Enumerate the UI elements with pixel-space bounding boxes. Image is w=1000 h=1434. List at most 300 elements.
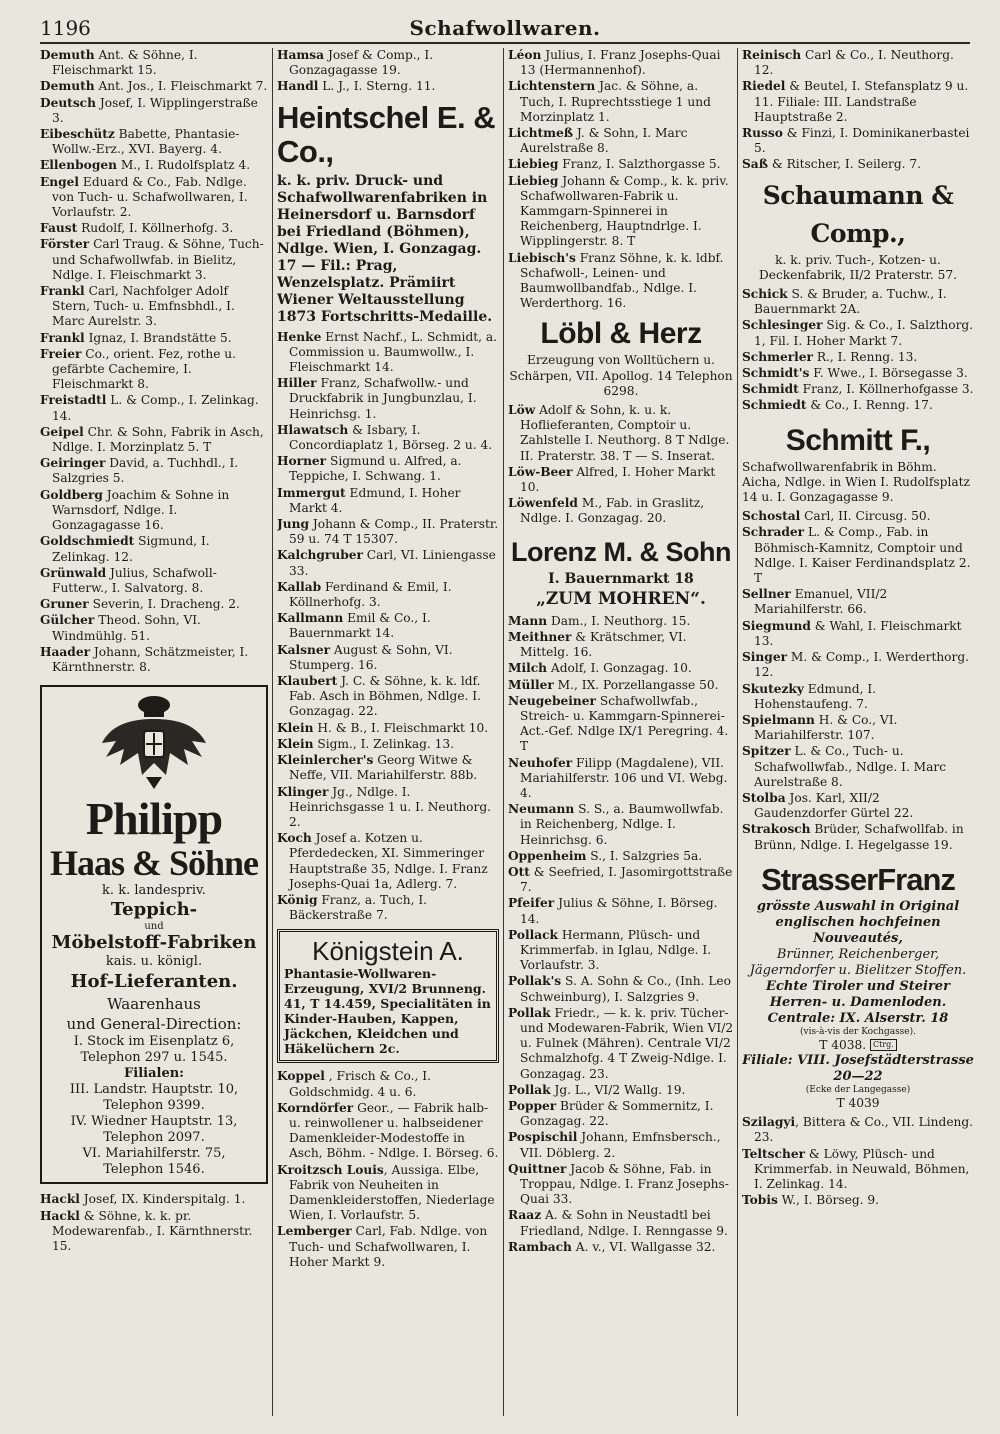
entry-text: Rudolf, I. Köllnerhofg. 3.: [77, 221, 234, 236]
directory-entry: [40, 534, 268, 564]
entry-text: Co., orient. Fez, rothe u. gefärbte Cachemire, I. Fleischmarkt 8.: [52, 346, 237, 392]
entry-name: Goldschmiedt: [40, 534, 135, 549]
page-number: 1196: [40, 16, 91, 40]
entry-text: M., IX. Porzellangasse 50.: [553, 677, 719, 692]
entry-name: Rambach: [508, 1239, 572, 1254]
entry-name: Liebieg: [508, 173, 559, 188]
entry-name: Henke: [277, 329, 322, 344]
directory-entry: [508, 403, 734, 464]
entry-text: A. & Sohn in Neustadtl bei Friedland, Ndlge. I. Renngasse 9.: [520, 1208, 728, 1238]
ad-line: und: [144, 921, 164, 933]
directory-entry: [742, 682, 974, 712]
ad-line: Telephon 9399.: [103, 1098, 205, 1114]
entry-name: Milch: [508, 661, 548, 676]
entry-name: Reinisch: [742, 48, 802, 62]
entry-name: Hiller: [277, 376, 317, 391]
entry-text: Theod. Sohn, VI. Windmühlg. 51.: [52, 613, 201, 643]
directory-entry: [508, 1099, 734, 1129]
directory-entry: [277, 1224, 499, 1270]
entry-name: Eibeschütz: [40, 127, 115, 142]
entry-name: Kallab: [277, 579, 322, 594]
entry-text: Julius & Söhne, I. Börseg. 14.: [520, 896, 718, 926]
directory-entry: [277, 1101, 499, 1162]
directory-entry: [277, 548, 499, 578]
directory-entry: [508, 1130, 734, 1160]
entry-name: Pollak: [508, 1082, 551, 1097]
entry-name: Kalsner: [277, 642, 331, 657]
directory-entry: [508, 48, 734, 78]
entry-text: A. v., VI. Wallgasse 32.: [571, 1239, 716, 1254]
entry-text: Josef, I. Wipplingerstraße 3.: [52, 95, 258, 125]
strasser-line: (vis-à-vis der Kochgasse).: [799, 1026, 917, 1037]
entry-list: [742, 48, 974, 173]
directory-entry: [742, 650, 974, 680]
schmitt-title: Schmitt F.,: [785, 423, 931, 457]
strasser-line: Brünner, Reichenberger, Jägerndorfer u. Bielitzer Stoffen.: [749, 946, 967, 978]
entry-text: Franz, I. Salzthorgasse 5.: [558, 157, 721, 172]
directory-entry: [40, 96, 268, 126]
entry-list: [742, 509, 974, 852]
directory-entry: [508, 849, 734, 864]
entry-text: Carl & Co., I. Neuthorg. 12.: [754, 48, 954, 78]
entry-name: Pospischil: [508, 1130, 578, 1145]
entry-name: Klein: [277, 720, 314, 735]
entry-name: Klein: [277, 736, 314, 751]
entry-text: Jg., Ndlge. I. Heinrichsgasse 1 u. I. Neuthorg. 2.: [289, 784, 492, 829]
entry-text: Franz, a. Tuch, I. Bäckerstraße 7.: [289, 892, 428, 923]
entry-text: Sigmund, I. Zelinkag. 12.: [52, 534, 210, 564]
entry-text: Johann & Comp., k. k. priv. Schafwollwaren-Fabrik u. Kammgarn-Spinnerei in Reichenberg, Hauptndrlge. I. Wipplingerstr. 8. T: [520, 173, 729, 249]
entry-text: Carl, Nachfolger Adolf Stern, Tuch- u. Emfnsbhdl., I. Marc Aurelstr. 3.: [52, 284, 235, 329]
entry-name: Kalchgruber: [277, 548, 363, 563]
directory-entry: [508, 1208, 734, 1238]
entry-text: Adolf & Sohn, k. u. k. Hoflieferanten, Comptoir u. Zahlstelle I. Neuthorg. 8 T Ndlge. II. Praterstr. 38. T — S. Inserat.: [520, 403, 730, 463]
directory-entry: [40, 645, 268, 675]
entry-name: Koppel: [277, 1069, 325, 1084]
entry-list: [508, 48, 734, 311]
entry-text: & Löwy, Plüsch- und Krimmerfab. in Neuwald, Böhmen, I. Zelinkag. 14.: [754, 1146, 970, 1191]
lorenz-address: I. Bauernmarkt 18: [548, 570, 694, 587]
entry-name: Schlesinger: [742, 318, 823, 333]
entry-name: Goldberg: [40, 487, 103, 502]
entry-name: Geipel: [40, 424, 84, 439]
entry-name: Léon: [508, 48, 542, 62]
directory-entry: [508, 630, 734, 660]
entry-name: Neuhofer: [508, 755, 573, 770]
entry-text: Carl, Fab. Ndlge. von Tuch- und Schafwollwaren, I. Hoher Markt 9.: [289, 1224, 488, 1269]
entry-text: Ant. Jos., I. Fleischmarkt 7.: [94, 79, 268, 94]
entry-text: & Seefried, I. Jasomirgottstraße 7.: [520, 864, 733, 895]
entry-name: Löwenfeld: [508, 496, 578, 511]
entry-text: & Co., I. Renng. 17.: [806, 398, 933, 413]
entry-name: Popper: [508, 1098, 557, 1113]
entry-name: Stolba: [742, 790, 786, 805]
column-3: [508, 48, 734, 1416]
entry-text: & Beutel, I. Stefansplatz 9 u. 11. Filiale: III. Landstraße Hauptstraße 2.: [754, 79, 969, 124]
entry-name: Löw: [508, 403, 536, 418]
directory-entry: [40, 127, 268, 157]
entry-name: Faust: [40, 221, 78, 236]
entry-name: Deutsch: [40, 95, 96, 110]
entry-text: David, a. Tuchhdl., I. Salzgries 5.: [52, 456, 239, 486]
entry-name: Schmidt's: [742, 366, 810, 381]
entry-name: Klinger: [277, 784, 329, 799]
entry-text: S. A. Sohn & Co., (Inh. Leo Schweinburg), I. Salzgries 9.: [520, 974, 731, 1004]
directory-entry: [742, 744, 974, 790]
entry-name: Teltscher: [742, 1146, 806, 1161]
entry-name: Kleinlercher's: [277, 753, 374, 768]
directory-entry: [40, 566, 268, 596]
entry-text: Franz, Schafwollw.- und Druckfabrik in Jungbunzlau, I. Heinrichsg. 1.: [289, 376, 477, 421]
entry-name: Singer: [742, 650, 787, 665]
directory-entry: [40, 393, 268, 423]
entry-list: [40, 48, 268, 675]
entry-text: Emil & Co., I. Bauernmarkt 14.: [289, 611, 431, 641]
directory-entry: [742, 79, 974, 125]
directory-entry: [277, 376, 499, 422]
entry-text: L. & Comp., I. Zelinkag. 14.: [52, 393, 259, 423]
ad-line: Telephon 1546.: [103, 1162, 205, 1178]
entry-name: Spitzer: [742, 744, 791, 759]
directory-entry: [508, 1162, 734, 1208]
ctrg-badge: Ctrg.: [870, 1039, 897, 1051]
directory-entry: [742, 791, 974, 821]
entry-list: [508, 403, 734, 527]
entry-list: [742, 1115, 974, 1208]
entry-name: Demuth: [40, 79, 95, 94]
entry-text: M. & Comp., I. Werderthorg. 12.: [754, 650, 970, 680]
ad-line: VI. Mariahilferstr. 75,: [82, 1146, 226, 1162]
entry-text: M., Fab. in Graslitz, Ndlge. I. Gonzagag. 20.: [520, 496, 705, 526]
entry-text: S., I. Salzgries 5a.: [586, 848, 703, 863]
entry-text: H. & B., I. Fleischmarkt 10.: [313, 720, 489, 735]
entry-text: Sigm., I. Zelinkag. 13.: [313, 736, 455, 751]
entry-text: Josef, IX. Kinderspitalg. 1.: [79, 1192, 246, 1207]
entry-text: Schafwollwfab., Streich- u. Kammgarn-Spinnerei-Act.-Gef. Ndlge IX/1 Peregring. 4. T: [520, 693, 729, 754]
entry-text: L. & Comp., Fab. in Böhmisch-Kamnitz, Comptoir und Ndlge. I. Kaiser Ferdinandsplatz 2. T: [754, 525, 971, 586]
entry-text: Carl, II. Circusg. 50.: [800, 509, 931, 524]
directory-entry: [742, 822, 974, 852]
directory-entry: [40, 347, 268, 393]
entry-text: Edmund, I. Hohenstaufeng. 7.: [754, 681, 877, 711]
column-rule: [503, 48, 504, 1416]
directory-entry: [277, 893, 499, 923]
entry-text: S. & Bruder, a. Tuchw., I. Bauernmarkt 2A.: [754, 287, 947, 317]
directory-entry: [742, 713, 974, 743]
entry-name: Strakosch: [742, 822, 811, 837]
directory-entry: [40, 425, 268, 455]
entry-name: Liebisch's: [508, 250, 576, 265]
entry-name: Szilagyi: [742, 1115, 796, 1130]
entry-name: Klaubert: [277, 674, 338, 689]
entry-text: Edmund, I. Hoher Markt 4.: [289, 485, 461, 515]
directory-entry: [508, 1240, 734, 1255]
entry-name: Korndörfer: [277, 1100, 354, 1115]
entry-name: Lichtmeß: [508, 126, 574, 141]
entry-text: Eduard & Co., Fab. Ndlge. von Tuch- u. Schafwollwaren, I. Vorlaufstr. 2.: [52, 174, 248, 220]
directory-entry: [508, 694, 734, 755]
ad-line: Teppich-: [110, 899, 198, 921]
entry-name: König: [277, 892, 318, 907]
column-rule: [272, 48, 273, 1416]
directory-entry: [277, 1069, 499, 1099]
directory-entry: [742, 587, 974, 617]
entry-name: Schmiedt: [742, 398, 807, 413]
entry-text: Johann, Schätzmeister, I. Kärnthnerstr. 8.: [52, 644, 249, 674]
heintschel-title: Heintschel E. & Co.,: [277, 99, 496, 169]
entry-name: Russo: [742, 126, 783, 141]
entry-text: M., I. Rudolfsplatz 4.: [116, 158, 251, 173]
ad-title: Königstein A.: [312, 936, 464, 967]
ad-line: Hof-Lieferanten.: [70, 971, 238, 993]
entry-list: [40, 1192, 268, 1254]
strasser-phone: T 4038.: [819, 1037, 867, 1052]
directory-entry: [508, 1083, 734, 1098]
lorenz-title: Lorenz M. & Sohn: [511, 536, 731, 567]
directory-entry: [277, 517, 499, 547]
entry-text: R., I. Renng. 13.: [812, 349, 918, 364]
column-rule: [737, 48, 738, 1416]
entry-name: Pollak's: [508, 974, 562, 989]
strasser-title: StrasserFranz: [761, 861, 955, 897]
directory-entry: [40, 237, 268, 283]
entry-name: Horner: [277, 454, 327, 469]
ad-line: Filialen:: [124, 1066, 184, 1082]
entry-text: & Krätschmer, VI. Mittelg. 16.: [520, 629, 687, 660]
koenigstein-advertisement: [277, 929, 499, 1063]
entry-name: Ott: [508, 864, 530, 879]
entry-list: [277, 48, 499, 95]
directory-entry: [40, 1192, 268, 1207]
entry-text: H. & Co., VI. Mariahilferstr. 107.: [754, 712, 898, 743]
directory-entry: [277, 753, 499, 783]
directory-entry: [40, 284, 268, 330]
entry-text: Brüder & Sommernitz, I. Gonzagag. 22.: [520, 1098, 714, 1129]
strasser-line: grösste Auswahl in Original englischen hochfeinen Nouveautés,: [756, 898, 960, 946]
imperial-eagle-icon: [94, 691, 214, 791]
entry-text: W., I. Börseg. 9.: [777, 1193, 880, 1208]
schaumann-title: Schaumann & Comp.,: [762, 180, 954, 248]
loebl-title: Löbl & Herz: [540, 317, 702, 351]
entry-text: Jg. L., VI/2 Wallg. 19.: [550, 1082, 686, 1097]
strasser-line: (Ecke der Langegasse): [805, 1084, 911, 1095]
entry-name: Frankl: [40, 330, 85, 345]
entry-list: [277, 330, 499, 924]
directory-entry: [742, 1115, 974, 1145]
entry-name: Frankl: [40, 284, 85, 299]
directory-entry: [508, 974, 734, 1004]
directory-entry: [742, 619, 974, 649]
entry-name: Jung: [277, 517, 310, 532]
entry-text: Jac. & Söhne, a. Tuch, I. Ruprechtsstiege 1 und Morzinplatz 1.: [520, 79, 711, 124]
directory-entry: [508, 79, 734, 125]
strasser-line: Centrale: IX. Alserstr. 18: [767, 1010, 949, 1026]
directory-entry: [742, 157, 974, 172]
directory-entry: [40, 221, 268, 236]
directory-entry: [40, 48, 268, 78]
directory-entry: [40, 158, 268, 173]
strasser-line: T 4039: [836, 1095, 880, 1110]
directory-entry: [40, 1209, 268, 1255]
entry-text: L. J., I. Sterng. 11.: [318, 79, 436, 94]
strasser-line: Echte Tiroler und Steirer Herren- u. Damenloden.: [766, 978, 950, 1010]
entry-name: Siegmund: [742, 618, 811, 633]
directory-entry: [40, 613, 268, 643]
directory-entry: [277, 737, 499, 752]
directory-entry: [508, 174, 734, 250]
entry-text: Carl, VI. Liniengasse 33.: [289, 548, 496, 578]
entry-name: Hackl: [40, 1192, 80, 1207]
entry-name: Hackl: [40, 1208, 80, 1223]
entry-text: Emanuel, VII/2 Mariahilferstr. 66.: [754, 587, 888, 617]
entry-text: Ferdinand & Emil, I. Köllnerhofg. 3.: [289, 579, 452, 610]
entry-name: Oppenheim: [508, 848, 587, 863]
entry-text: Brüder, Schafwollfab. in Brünn, Ndlge. I. Hegelgasse 19.: [754, 822, 964, 852]
directory-entry: [40, 488, 268, 534]
ad-line: k. k. landespriv.: [102, 883, 206, 899]
directory-entry: [277, 785, 499, 831]
strasser-line: [742, 1038, 974, 1053]
directory-entry: [508, 661, 734, 676]
haas-advertisement: [40, 685, 268, 1184]
ad-brand: Philipp: [85, 793, 223, 845]
entry-name: Schick: [742, 287, 788, 302]
entry-text: Joachim & Sohne in Warnsdorf, Ndlge. I. Gonzagagasse 16.: [52, 487, 230, 533]
directory-entry: [277, 330, 499, 376]
entry-text: Georg Witwe & Neffe, VII. Mariahilferstr. 88b.: [289, 753, 478, 783]
column-1: [40, 48, 268, 1416]
lorenz-motto: „ZUM MOHREN“.: [536, 588, 706, 609]
ad-line: Telephon 297 u. 1545.: [80, 1050, 228, 1066]
entry-text: L. & Co., Tuch- u. Schafwollwfab., Ndlge. I. Marc Aurelstraße 8.: [754, 744, 947, 789]
column-4: [742, 48, 974, 1416]
page-title: Schafwollwaren.: [409, 16, 601, 40]
directory-entry: [277, 721, 499, 736]
entry-name: Freier: [40, 346, 82, 361]
entry-name: Pollak: [508, 1005, 551, 1020]
directory-entry: [742, 1147, 974, 1193]
entry-text: J. & Sohn, I. Marc Aurelstraße 8.: [520, 126, 688, 156]
entry-text: Filipp (Magdalene), VII. Mariahilferstr. 106 und VI. Webg. 4.: [520, 755, 728, 800]
directory-entry: [742, 318, 974, 348]
entry-text: August & Sohn, VI. Stumperg. 16.: [289, 642, 453, 672]
directory-entry: [277, 454, 499, 484]
entry-text: J. C. & Söhne, k. k. ldf. Fab. Asch in Böhmen, Ndlge. I. Gonzagag. 22.: [289, 674, 481, 719]
directory-entry: [277, 674, 499, 720]
entry-text: Ernst Nachf., L. Schmidt, a. Commission u. Baumwollw., I. Fleischmarkt 14.: [289, 329, 498, 375]
entry-text: & Söhne, k. k. pr. Modewarenfab., I. Kärnthnerstr. 15.: [52, 1208, 253, 1253]
entry-text: Friedr., — k. k. priv. Tücher- und Modewaren-Fabrik, Wien VI/2 u. Fulnek (Mähren). Centrale VI/2 Schmalzhofg. 4 T Zweig-Ndlge. I. Gonzagag. 23.: [520, 1005, 734, 1081]
directory-entry: [742, 366, 974, 381]
entry-text: Sigmund u. Alfred, a. Teppiche, I. Schwang. 1.: [289, 454, 462, 484]
entry-name: Grünwald: [40, 565, 107, 580]
loebl-text: Erzeugung von Wolltüchern u. Schärpen, VII. Apollog. 14 Telephon 6298.: [509, 353, 733, 398]
entry-name: Geiringer: [40, 456, 106, 471]
directory-entry: [508, 802, 734, 848]
entry-name: Haader: [40, 644, 91, 659]
entry-text: Babette, Phantasie-Wollw.-Erz., XVI. Bayerg. 4.: [52, 127, 240, 157]
entry-text: Julius, I. Franz Josephs-Quai 13 (Hermannenhof).: [520, 48, 721, 78]
ad-line: Telephon 2097.: [103, 1130, 205, 1146]
entry-name: Saß: [742, 157, 768, 172]
entry-name: Sellner: [742, 587, 791, 602]
ad-line: IV. Wiedner Hauptstr. 13,: [70, 1114, 238, 1130]
directory-entry: [40, 79, 268, 94]
entry-name: Riedel: [742, 79, 786, 94]
entry-text: Sig. & Co., I. Salzthorg. 1, Fil. I. Hoher Markt 7.: [754, 318, 974, 348]
entry-list: [277, 1069, 499, 1270]
directory-entry: [508, 614, 734, 629]
entry-text: Johann, Emfnsbersch., VII. Döblerg. 2.: [520, 1130, 721, 1160]
entry-text: S. S., a. Baumwollwfab. in Reichenberg, Ndlge. I. Heinrichsg. 6.: [520, 802, 724, 847]
directory-entry: [277, 580, 499, 610]
directory-entry: [508, 126, 734, 156]
entry-name: Demuth: [40, 48, 95, 62]
entry-name: Hlawatsch: [277, 422, 349, 437]
entry-text: & Isbary, I. Concordiaplatz 1, Börseg. 2 u. 4.: [289, 422, 493, 453]
entry-text: Ignaz, I. Brandstätte 5.: [84, 330, 232, 345]
entry-name: Kallmann: [277, 611, 344, 626]
heintschel-text: k. k. priv. Druck- und Schafwollwarenfabriken in Heinersdorf u. Barnsdorf bei Friedland (Böhmen), Ndlge. Wien, I. Gonzagag. 17 — Fil.: Prag, Wenzelsplatz. Prämiirt Wiener Weltausstellung 1873 Fortschritts-Medaille.: [277, 172, 493, 325]
directory-entry: [508, 251, 734, 312]
entry-name: Spielmann: [742, 712, 815, 727]
entry-text: Carl Traug. & Söhne, Tuch- und Schafwollwfab. in Bielitz, Ndlge. I. Fleischmarkt 3.: [52, 237, 264, 282]
entry-name: Müller: [508, 677, 554, 692]
entry-text: , Bittera & Co., VII. Lindeng. 23.: [754, 1115, 974, 1145]
entry-text: Chr. & Sohn, Fabrik in Asch, Ndlge. I. Morzinplatz 5. T: [52, 424, 264, 455]
entry-name: Liebieg: [508, 157, 559, 172]
directory-entry: [742, 509, 974, 524]
directory-entry: [508, 465, 734, 495]
directory-entry: [508, 1006, 734, 1082]
ad-line: III. Landstr. Hauptstr. 10,: [69, 1082, 239, 1098]
entry-name: Löw-Beer: [508, 464, 573, 479]
entry-text: Franz, I. Köllnerhofgasse 3.: [798, 382, 974, 397]
entry-name: Neugebeiner: [508, 693, 596, 708]
entry-name: Lichtenstern: [508, 79, 596, 94]
directory-entry: [742, 126, 974, 156]
directory-entry: [40, 597, 268, 612]
entry-name: Gülcher: [40, 613, 95, 628]
directory-entry: [508, 678, 734, 693]
entry-text: F. Wwe., I. Börsegasse 3.: [809, 366, 968, 381]
entry-name: Pollack: [508, 927, 558, 942]
schmitt-text: Schafwollwarenfabrik in Böhm. Aicha, Ndlge. in Wien I. Rudolfsplatz 14 u. I. Gonzagagasse 9.: [742, 459, 970, 505]
directory-entry: [508, 496, 734, 526]
entry-list: [742, 287, 974, 414]
directory-entry: [508, 928, 734, 974]
entry-text: Josef a. Kotzen u. Pferdedecken, XI. Simmeringer Hauptstraße 35, Ndlge. I. Franz Josephs-Quai 1a, Adlerg. 7.: [289, 831, 488, 891]
entry-name: Schostal: [742, 509, 801, 524]
entry-name: Mann: [508, 613, 548, 628]
entry-name: Neumann: [508, 802, 575, 817]
directory-entry: [742, 287, 974, 317]
entry-text: Johann & Comp., II. Praterstr. 59 u. 74 T 15307.: [289, 517, 499, 547]
entry-name: Förster: [40, 237, 90, 252]
ad-brand: Haas & Söhne: [49, 843, 259, 884]
entry-name: Ellenbogen: [40, 158, 117, 173]
directory-entry: [742, 525, 974, 586]
entry-name: Immergut: [277, 485, 346, 500]
entry-name: Gruner: [40, 597, 89, 612]
entry-name: Meithner: [508, 629, 572, 644]
entry-text: & Wahl, I. Fleischmarkt 13.: [754, 618, 962, 648]
entry-text: Severin, I. Dracheng. 2.: [88, 597, 240, 612]
entry-text: , Frisch & Co., I. Goldschmidg. 4 u. 6.: [289, 1069, 431, 1099]
entry-name: Kroitzsch Louis: [277, 1162, 384, 1177]
directory-entry: [508, 896, 734, 926]
ad-text: Phantasie-Wollwaren-Erzeugung, XVI/2 Brunneng. 41, T 14.459, Specialitäten in Kinder-Hauben, Kappen, Jäckchen, Kleidchen und Häkelüchern 2c.: [284, 966, 491, 1057]
